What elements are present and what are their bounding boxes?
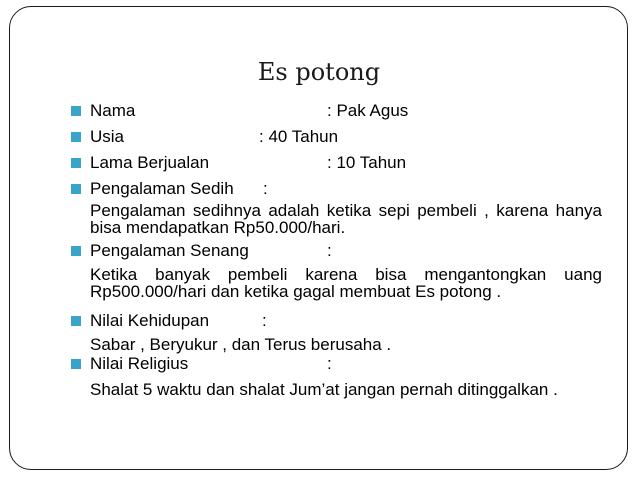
bullet-square-icon bbox=[71, 184, 81, 194]
item-label-pengalaman-sedih: Pengalaman Sedih bbox=[90, 179, 234, 198]
item-label-nilai-kehidupan: Nilai Kehidupan bbox=[90, 311, 210, 330]
bullet-square-icon bbox=[71, 132, 81, 142]
item-label-pengalaman-senang: Pengalaman Senang bbox=[90, 241, 249, 260]
bullet-square-icon bbox=[71, 246, 81, 256]
item-separator: : bbox=[327, 241, 332, 260]
item-text-nilai-religius: Shalat 5 waktu dan shalat Jum’at jangan pernah ditinggalkan . bbox=[90, 380, 558, 399]
item-label-usia: Usia bbox=[90, 127, 125, 146]
item-text-pengalaman-sedih: Pengalaman sedihnya adalah ketika sepi pembeli , karena hanya bisa mendapatkan Rp50.000/hari. bbox=[90, 201, 602, 237]
item-text-pengalaman-senang: Ketika banyak pembeli karena bisa mengantongkan uang Rp500.000/hari dan ketika gagal membuat Es potong . bbox=[90, 265, 602, 301]
item-label-nilai-religius: Nilai Religius bbox=[90, 354, 189, 373]
item-label-lama-berjualan: Lama Berjualan bbox=[90, 153, 210, 172]
item-value-usia: : 40 Tahun bbox=[259, 127, 339, 146]
bullet-square-icon bbox=[71, 316, 81, 326]
item-text-nilai-kehidupan: Sabar , Beryukur , dan Terus berusaha . bbox=[90, 335, 392, 354]
item-separator: : bbox=[262, 311, 267, 330]
bullet-square-icon bbox=[71, 359, 81, 369]
item-value-nama: : Pak Agus bbox=[327, 101, 409, 120]
bullet-square-icon bbox=[71, 106, 81, 116]
item-separator: : bbox=[263, 179, 268, 198]
item-value-lama-berjualan: : 10 Tahun bbox=[327, 153, 407, 172]
item-label-nama: Nama bbox=[90, 101, 136, 120]
bullet-square-icon bbox=[71, 158, 81, 168]
item-separator: : bbox=[327, 354, 332, 373]
slide-title: Es potong bbox=[257, 58, 381, 86]
